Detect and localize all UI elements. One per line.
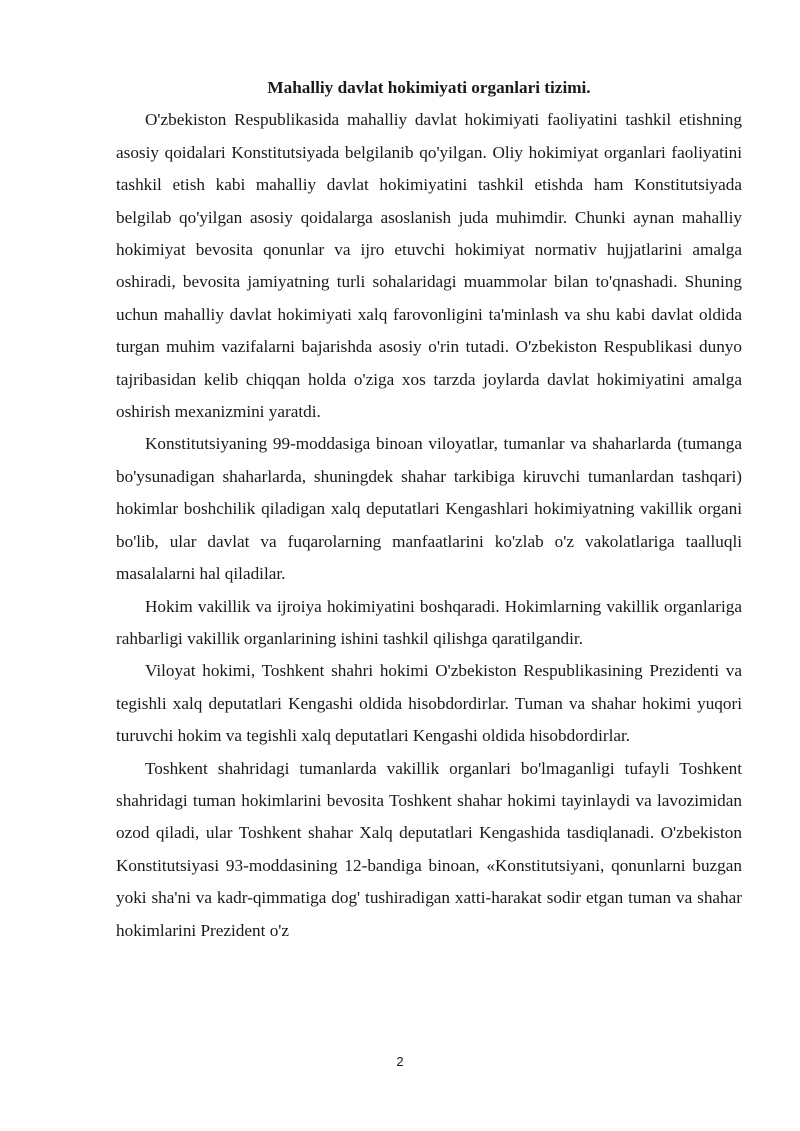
paragraph-3: Hokim vakillik va ijroiya hokimiyatini boshqaradi. Hokimlarning vakillik organlariga rahbarligi vakillik organlarining ishini tashkil qilishga qaratilgandir. [116,596,742,648]
document-title: Mahalliy davlat hokimiyati organlari tizimi. [267,78,591,97]
paragraph-5: Toshkent shahridagi tumanlarda vakillik organlari bo'lmaganligi tufayli Toshkent shahridagi tuman hokimlarini bevosita Toshkent shahar hokimi tayinlaydi va lavozimidan ozod qiladi, ular Toshkent shahar Xalq deputatlari Kengashida tasdiqlanadi. O'zbekiston Konstitutsiyasi 93-moddasining 12-bandiga binoan, «Konstitutsiyani, qonunlarni buzgan yoki sha'ni va kadr-qimmatiga dog' tushiradigan xatti-harakat sodir etgan tuman va shahar hokimlarini Prezident o'z [116,758,742,940]
paragraph-2: Konstitutsiyaning 99-moddasiga binoan viloyatlar, tumanlar va shaharlarda (tumanga bo'ysunadigan shaharlarda, shuningdek shahar tarkibiga kiruvchi tumanlardan tashqari) hokimlar boshchilik qiladigan xalq deputatlari Kengashlari hokimiyatning vakillik organi bo'lib, ular davlat va fuqarolarning manfaatlarini ko'zlab o'z vakolatlariga taalluqli masalalarni hal qiladilar. [116,434,742,584]
document-body [116,72,742,947]
paragraph-1: O'zbekiston Respublikasida mahalliy davlat hokimiyati faoliyatini tashkil etishning asosiy qoidalari Konstitutsiyada belgilanib qo'yilgan. Oliy hokimiyat organlari faoliyatini tashkil etish kabi mahalliy davlat hokimiyatini tashkil etishda ham Konstitutsiyada belgilab qo'yilgan asosiy qoidalarga asoslanish juda muhimdir. Chunki aynan mahalliy hokimiyat bevosita qonunlar va ijro etuvchi hokimiyat normativ hujjatlarini amalga oshiradi, bevosita jamiyatning turli sohalaridagi muammolar bilan to'qnashadi. Shuning uchun mahalliy davlat hokimiyati xalq farovonligini ta'minlash va shu kabi davlat oldida turgan muhim vazifalarni bajarishda asosiy o'rin tutadi. O'zbekiston Respublikasi dunyo tajribasidan kelib chiqqan holda o'ziga xos tarzda joylarda davlat hokimiyatini amalga oshirish mexanizmini yaratdi. [116,110,742,422]
paragraph-4: Viloyat hokimi, Toshkent shahri hokimi O'zbekiston Respublikasining Prezidenti va tegishli xalq deputatlari Kengashi oldida hisobdordirlar. Tuman va shahar hokimi yuqori turuvchi hokim va tegishli xalq deputatlari Kengashi oldida hisobdordirlar. [116,661,742,746]
page-number: 2 [396,1054,404,1069]
